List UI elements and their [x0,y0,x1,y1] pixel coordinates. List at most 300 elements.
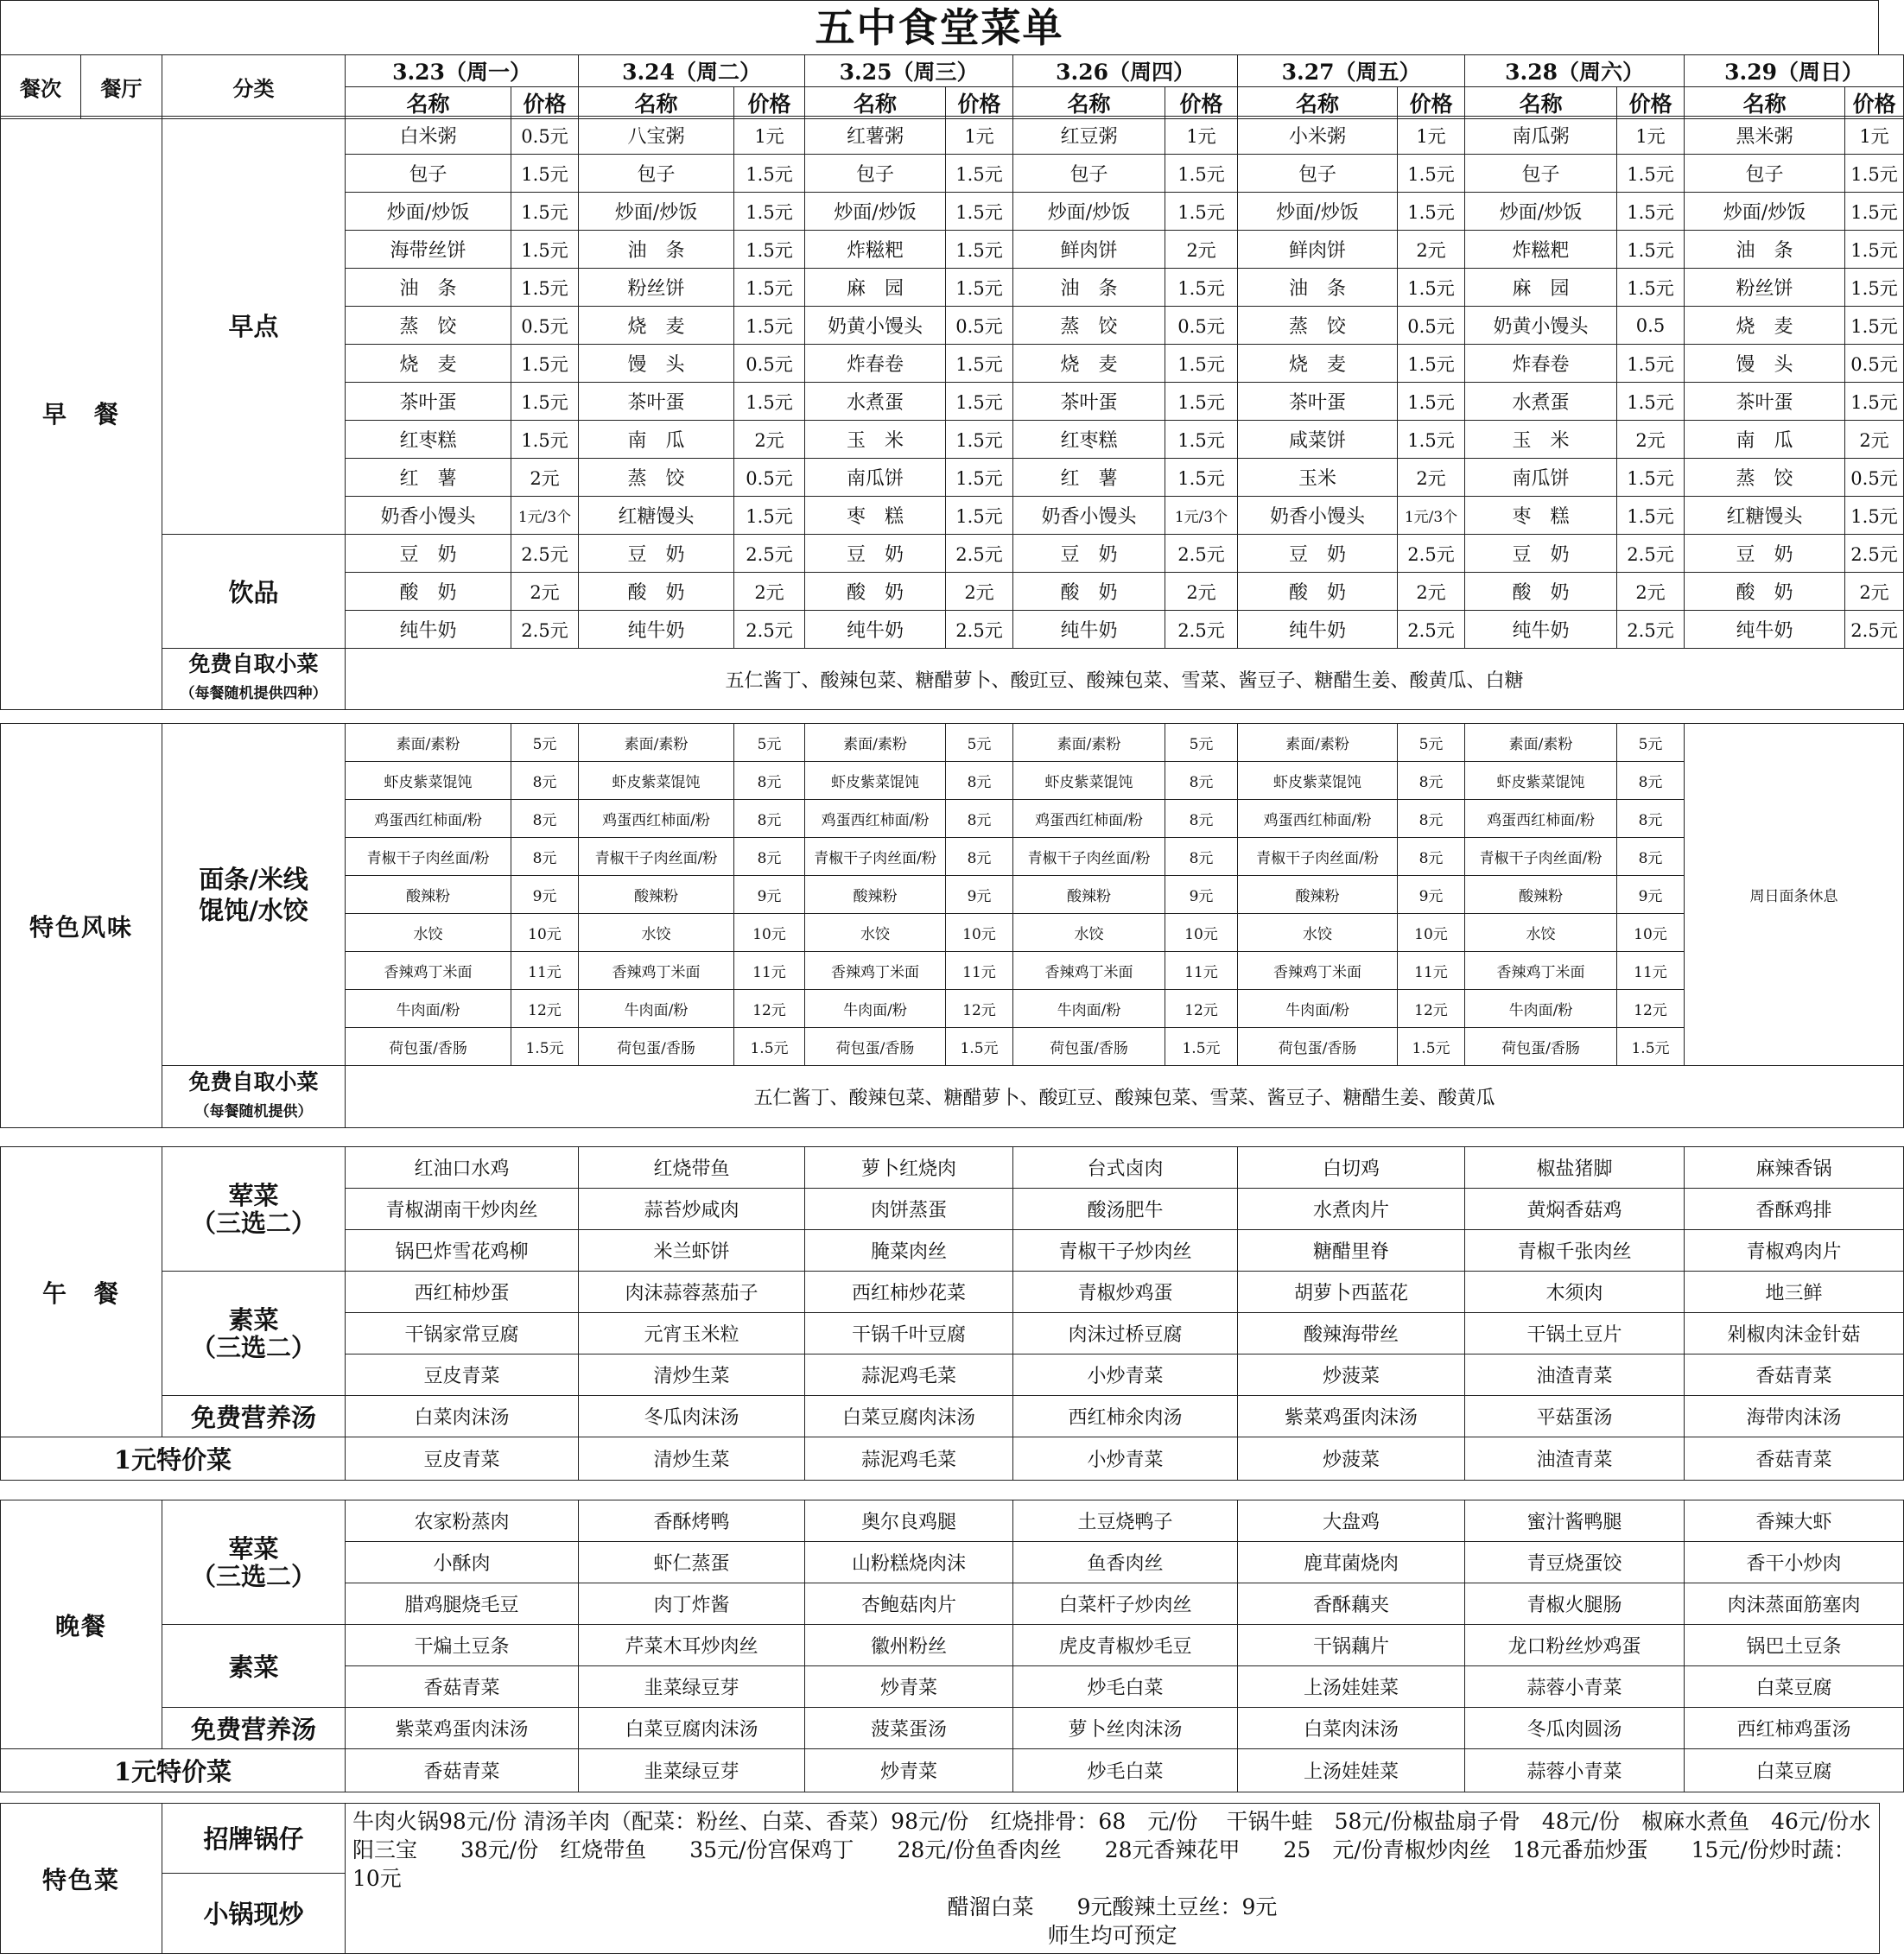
breakfast-item-price: 0.5元 [1845,459,1904,497]
drink-item-price: 2.5元 [1165,611,1238,649]
veg-dish: 干锅土豆片 [1465,1313,1685,1354]
meat-dish: 椒盐猪脚 [1465,1147,1685,1189]
special-dish: 白菜豆腐 [1685,1749,1904,1792]
breakfast-item-price: 0.5 [1617,307,1685,345]
breakfast-item-price: 1.5元 [1165,459,1238,497]
meat-dish: 青椒火腿肠 [1465,1583,1685,1625]
drink-item-price: 2.5元 [734,611,805,649]
breakfast-item-name: 炒面/炒饭 [579,193,734,231]
drink-item-name: 纯牛奶 [1013,611,1165,649]
breakfast-item-name: 南瓜饼 [1465,459,1617,497]
noodle-item-name: 香辣鸡丁米面 [1465,952,1617,990]
meat-dish: 青椒干子炒肉丝 [1013,1230,1238,1272]
breakfast-item-price: 1.5元 [946,231,1013,269]
free-soup: 冬瓜肉圆汤 [1465,1708,1685,1749]
noodle-item-price: 1.5元 [511,1028,579,1066]
breakfast-item-name: 红枣糕 [1013,421,1165,459]
drink-item-price: 2.5元 [1617,611,1685,649]
breakfast-item-name: 奶香小馒头 [346,497,511,535]
breakfast-item-name: 红薯粥 [805,117,946,155]
noodle-item-price: 5元 [511,724,579,762]
veg-dish: 干锅藕片 [1238,1625,1465,1666]
lunch-soup-label: 免费营养汤 [162,1396,346,1437]
noodle-item-price: 12元 [1617,990,1685,1028]
noodle-item-name: 水饺 [1013,914,1165,952]
free-soup: 西红柿鸡蛋汤 [1685,1708,1904,1749]
noodle-item-name: 牛肉面/粉 [1013,990,1165,1028]
veg-dish: 香菇青菜 [1685,1354,1904,1396]
breakfast-item-name: 茶叶蛋 [1685,383,1845,421]
breakfast-item-price: 1.5元 [511,345,579,383]
breakfast-item-price: 1元/3个 [511,497,579,535]
specialty-dish-list: 牛肉火锅98元/份 清汤羊肉（配菜：粉丝、白菜、香菜）98元/份 红烧排骨：68 元/份 干锅牛蛙 58元/份椒盐扇子骨 48元/份 椒麻水煮鱼 46元/份水阳三宝 38元/份 红烧带鱼 35元/份宫保鸡丁 28元/份鱼香肉丝 28元香辣花甲 25 元/份青椒炒肉丝 18元番茄炒蛋 15元/份炒时蔬： 10元 [352,1809,1888,1891]
breakfast-item-price: 1元 [946,117,1013,155]
drink-item-price: 2元 [1617,573,1685,611]
noodle-item-price: 10元 [1398,914,1465,952]
veg-dish: 地三鲜 [1685,1272,1904,1313]
noodle-item-name: 牛肉面/粉 [346,990,511,1028]
noodle-item-name: 香辣鸡丁米面 [1013,952,1165,990]
lunch-meat-label [162,1147,346,1272]
meat-dish: 大盘鸡 [1238,1500,1465,1542]
veg-dish: 韭菜绿豆芽 [579,1666,805,1708]
breakfast-item-price: 1元 [1398,117,1465,155]
day-header: 3.25（周三） [805,55,1013,87]
specialty-pot-label: 招牌锅仔 [162,1804,346,1874]
drink-item-name: 豆 奶 [346,535,511,573]
drink-item-price: 2.5元 [1165,535,1238,573]
noodle-item-name: 水饺 [1238,914,1398,952]
special-dish: 小炒青菜 [1013,1437,1238,1481]
drink-item-name: 酸 奶 [346,573,511,611]
noodle-item-name: 荷包蛋/香肠 [1013,1028,1165,1066]
drink-item-name: 酸 奶 [1465,573,1617,611]
meat-dish: 腌菜肉丝 [805,1230,1013,1272]
noodle-item-price: 8元 [1398,762,1465,800]
breakfast-item-name: 奶香小馒头 [1013,497,1165,535]
noodle-item-price: 8元 [511,838,579,876]
drink-item-name: 豆 奶 [1013,535,1165,573]
breakfast-item-name: 油 条 [1685,231,1845,269]
breakfast-item-price: 1.5元 [946,345,1013,383]
dinner-section [0,1500,1904,1792]
meat-dish: 蒜苔炒咸肉 [579,1189,805,1230]
noodle-item-name: 青椒干子肉丝面/粉 [1238,838,1398,876]
breakfast-item-price: 1元/3个 [1165,497,1238,535]
breakfast-item-name: 咸菜饼 [1238,421,1398,459]
noodle-item-name: 水饺 [579,914,734,952]
noodle-item-name: 素面/素粉 [346,724,511,762]
meat-dish: 肉丁炸酱 [579,1583,805,1625]
breakfast-item-name: 烧 麦 [346,345,511,383]
breakfast-item-price: 1.5元 [1845,193,1904,231]
breakfast-item-name: 麻 园 [805,269,946,307]
breakfast-item-price: 1.5元 [511,269,579,307]
special-dish: 豆皮青菜 [346,1437,579,1481]
noodle-item-name: 酸辣粉 [1238,876,1398,914]
noodle-item-name: 素面/素粉 [1238,724,1398,762]
day-header: 3.27（周五） [1238,55,1465,87]
noodle-item-price: 12元 [1398,990,1465,1028]
noodle-item-price: 1.5元 [1165,1028,1238,1066]
drink-item-name: 豆 奶 [579,535,734,573]
breakfast-item-price: 1.5元 [1165,269,1238,307]
breakfast-item-price: 1.5元 [734,269,805,307]
breakfast-item-price: 0.5元 [734,345,805,383]
breakfast-item-name: 烧 麦 [579,307,734,345]
veg-dish: 西红柿炒花菜 [805,1272,1013,1313]
meat-dish: 米兰虾饼 [579,1230,805,1272]
breakfast-item-name: 奶香小馒头 [1238,497,1398,535]
noodles-section [0,723,1904,1128]
breakfast-item-price: 1.5元 [1165,345,1238,383]
noodle-item-name: 酸辣粉 [805,876,946,914]
drink-item-name: 豆 奶 [1465,535,1617,573]
breakfast-item-price: 2元 [1398,459,1465,497]
drink-item-price: 2.5元 [1845,611,1904,649]
lunch-special-label: 1元特价菜 [1,1437,346,1481]
breakfast-item-name: 包子 [1685,155,1845,193]
noodle-item-name: 牛肉面/粉 [1238,990,1398,1028]
noodles-meal-label: 特色风味 [1,724,162,1128]
noodle-item-name: 青椒干子肉丝面/粉 [1013,838,1165,876]
breakfast-item-name: 南瓜粥 [1465,117,1617,155]
breakfast-item-price: 0.5元 [734,459,805,497]
meat-label-text: 荤菜 [228,1180,279,1210]
noodle-item-price: 11元 [1165,952,1238,990]
noodle-item-price: 10元 [1617,914,1685,952]
breakfast-item-name: 茶叶蛋 [579,383,734,421]
breakfast-item-price: 1.5元 [1398,193,1465,231]
noodle-item-price: 1.5元 [1617,1028,1685,1066]
meat-dish: 酸汤肥牛 [1013,1189,1238,1230]
day-header: 3.24（周二） [579,55,805,87]
meat-dish: 山粉糕烧肉沫 [805,1542,1013,1583]
veg-dish: 虎皮青椒炒毛豆 [1013,1625,1238,1666]
noodle-item-price: 8元 [734,762,805,800]
sunday-noodle-rest-note: 周日面条休息 [1685,724,1904,1066]
noodle-item-name: 香辣鸡丁米面 [805,952,946,990]
noodle-item-price: 8元 [1165,762,1238,800]
noodle-item-price: 8元 [1398,800,1465,838]
drink-item-name: 酸 奶 [805,573,946,611]
meat-dish: 腊鸡腿烧毛豆 [346,1583,579,1625]
veg-dish: 干锅千叶豆腐 [805,1313,1013,1354]
noodle-item-price: 9元 [946,876,1013,914]
noodle-item-name: 牛肉面/粉 [805,990,946,1028]
free-soup: 白菜肉沫汤 [346,1396,579,1437]
meat-dish: 黄焖香菇鸡 [1465,1189,1685,1230]
noodle-item-name: 素面/素粉 [1465,724,1617,762]
breakfast-item-price: 1.5元 [946,155,1013,193]
breakfast-item-name: 油 条 [1238,269,1398,307]
breakfast-item-price: 2元 [1617,421,1685,459]
breakfast-item-name: 粉丝饼 [1685,269,1845,307]
breakfast-item-price: 1.5元 [1398,421,1465,459]
breakfast-item-price: 2元 [1398,231,1465,269]
drink-item-price: 2元 [1398,573,1465,611]
breakfast-item-name: 油 条 [1013,269,1165,307]
free-soup: 冬瓜肉沫汤 [579,1396,805,1437]
breakfast-item-name: 南 瓜 [579,421,734,459]
veg-dish: 清炒生菜 [579,1354,805,1396]
noodle-item-price: 8元 [946,762,1013,800]
menu-header [0,54,1904,119]
veg-dish: 干煸土豆条 [346,1625,579,1666]
breakfast-item-price: 1.5元 [946,421,1013,459]
breakfast-item-name: 烧 麦 [1238,345,1398,383]
breakfast-item-name: 奶黄小馒头 [1465,307,1617,345]
noodle-item-name: 鸡蛋西红柿面/粉 [579,800,734,838]
veg-dish: 豆皮青菜 [346,1354,579,1396]
veg-dish: 青椒炒鸡蛋 [1013,1272,1238,1313]
breakfast-item-name: 粉丝饼 [579,269,734,307]
noodle-item-name: 酸辣粉 [1013,876,1165,914]
breakfast-item-price: 1.5元 [1165,421,1238,459]
meat-dish: 锅巴炸雪花鸡柳 [346,1230,579,1272]
breakfast-item-name: 茶叶蛋 [1238,383,1398,421]
breakfast-item-name: 馒 头 [579,345,734,383]
breakfast-item-name: 蒸 饺 [1013,307,1165,345]
veg-dish: 西红柿炒蛋 [346,1272,579,1313]
breakfast-item-name: 炒面/炒饭 [1465,193,1617,231]
breakfast-item-price: 1.5元 [1845,231,1904,269]
breakfast-item-name: 烧 麦 [1685,307,1845,345]
breakfast-item-name: 鲜肉饼 [1238,231,1398,269]
price-column-header: 价格 [1617,87,1685,119]
name-column-header: 名称 [1013,87,1165,119]
noodle-item-price: 8元 [734,800,805,838]
free-sides-title: 免费自取小菜 [188,1069,319,1094]
noodle-item-price: 12元 [1165,990,1238,1028]
breakfast-item-name: 南 瓜 [1685,421,1845,459]
noodle-item-name: 青椒干子肉丝面/粉 [346,838,511,876]
veg-dish: 小炒青菜 [1013,1354,1238,1396]
meat-dish: 香辣大虾 [1685,1500,1904,1542]
noodles-category-label [162,724,346,1066]
breakfast-item-name: 包子 [346,155,511,193]
noodle-item-price: 1.5元 [946,1028,1013,1066]
free-soup: 菠菜蛋汤 [805,1708,1013,1749]
breakfast-item-name: 炸春卷 [1465,345,1617,383]
veg-dish: 胡萝卜西蓝花 [1238,1272,1465,1313]
meat-dish: 香酥藕夹 [1238,1583,1465,1625]
breakfast-item-price: 1.5元 [1398,155,1465,193]
day-header: 3.29（周日） [1685,55,1904,87]
noodle-item-name: 青椒干子肉丝面/粉 [1465,838,1617,876]
noodle-item-price: 9元 [1165,876,1238,914]
noodle-item-name: 荷包蛋/香肠 [1465,1028,1617,1066]
meat-dish: 台式卤肉 [1013,1147,1238,1189]
special-dish: 清炒生菜 [579,1437,805,1481]
noodle-item-name: 虾皮紫菜馄饨 [346,762,511,800]
drink-item-name: 豆 奶 [805,535,946,573]
breakfast-item-price: 1.5元 [1845,307,1904,345]
noodle-item-name: 香辣鸡丁米面 [579,952,734,990]
specialty-reserve-note: 师生均可预定 [1047,1923,1177,1948]
meat-dish: 红油口水鸡 [346,1147,579,1189]
dinner-veg-label: 素菜 [162,1625,346,1708]
meat-dish: 红烧带鱼 [579,1147,805,1189]
breakfast-item-price: 1.5元 [1845,269,1904,307]
veg-label-text: 素菜 [228,1304,279,1335]
noodle-item-price: 8元 [946,800,1013,838]
breakfast-item-price: 1.5元 [1617,269,1685,307]
free-soup: 白菜豆腐肉沫汤 [805,1396,1013,1437]
breakfast-item-price: 0.5元 [1165,307,1238,345]
breakfast-item-name: 枣 糕 [805,497,946,535]
breakfast-item-name: 油 条 [579,231,734,269]
breakfast-snacks-label: 早点 [162,117,346,535]
meat-choice-note: （三选二） [190,1208,316,1238]
breakfast-item-price: 1.5元 [1617,155,1685,193]
veg-dish: 炒毛白菜 [1013,1666,1238,1708]
noodle-item-name: 酸辣粉 [579,876,734,914]
breakfast-section [0,116,1904,710]
breakfast-item-price: 1.5元 [1845,155,1904,193]
noodle-item-name: 水饺 [1465,914,1617,952]
veg-dish: 香菇青菜 [346,1666,579,1708]
veg-dish: 肉沫蒜蓉蒸茄子 [579,1272,805,1313]
breakfast-item-price: 0.5元 [511,117,579,155]
breakfast-item-name: 水煮蛋 [805,383,946,421]
noodle-item-name: 虾皮紫菜馄饨 [579,762,734,800]
breakfast-item-price: 1.5元 [734,307,805,345]
drink-item-name: 豆 奶 [1685,535,1845,573]
noodle-item-price: 8元 [734,838,805,876]
drink-item-price: 2.5元 [511,535,579,573]
drink-item-price: 2.5元 [511,611,579,649]
day-header: 3.23（周一） [346,55,579,87]
specialty-wok-label: 小锅现炒 [162,1873,346,1953]
name-column-header: 名称 [1238,87,1398,119]
breakfast-item-price: 1.5元 [734,383,805,421]
breakfast-item-name: 包子 [1238,155,1398,193]
special-dish: 炒青菜 [805,1749,1013,1792]
noodles-free-sides-label [162,1066,346,1128]
drink-item-price: 2.5元 [946,611,1013,649]
noodle-item-name: 鸡蛋西红柿面/粉 [1013,800,1165,838]
header-category: 分类 [162,55,346,119]
breakfast-item-name: 麻 园 [1465,269,1617,307]
breakfast-item-name: 红豆粥 [1013,117,1165,155]
veg-dish: 蒜蓉小青菜 [1465,1666,1685,1708]
meat-dish: 白菜杆子炒肉丝 [1013,1583,1238,1625]
free-soup: 紫菜鸡蛋肉沫汤 [1238,1396,1465,1437]
drink-item-price: 2元 [946,573,1013,611]
price-column-header: 价格 [734,87,805,119]
name-column-header: 名称 [346,87,511,119]
veg-dish: 徽州粉丝 [805,1625,1013,1666]
breakfast-item-price: 1.5元 [511,421,579,459]
drink-item-price: 2.5元 [946,535,1013,573]
meat-dish: 肉饼蒸蛋 [805,1189,1013,1230]
free-soup: 紫菜鸡蛋肉沫汤 [346,1708,579,1749]
breakfast-item-price: 1.5元 [1398,269,1465,307]
noodle-item-price: 12元 [734,990,805,1028]
breakfast-item-name: 炒面/炒饭 [1013,193,1165,231]
breakfast-item-price: 1.5元 [946,193,1013,231]
free-sides-title: 免费自取小菜 [188,651,319,676]
breakfast-item-price: 1.5元 [734,231,805,269]
noodle-item-name: 香辣鸡丁米面 [1238,952,1398,990]
breakfast-item-name: 蒸 饺 [1238,307,1398,345]
breakfast-item-name: 包子 [1013,155,1165,193]
breakfast-item-price: 1元/3个 [1398,497,1465,535]
veg-dish: 元宵玉米粒 [579,1313,805,1354]
breakfast-item-name: 鲜肉饼 [1013,231,1165,269]
veg-dish: 龙口粉丝炒鸡蛋 [1465,1625,1685,1666]
breakfast-item-name: 红枣糕 [346,421,511,459]
meat-dish: 糖醋里脊 [1238,1230,1465,1272]
day-header: 3.28（周六） [1465,55,1685,87]
noodle-item-name: 荷包蛋/香肠 [805,1028,946,1066]
breakfast-item-name: 奶黄小馒头 [805,307,946,345]
page-title: 五中食堂菜单 [0,0,1879,55]
drink-item-name: 纯牛奶 [805,611,946,649]
breakfast-drinks-label: 饮品 [162,535,346,649]
breakfast-item-name: 茶叶蛋 [1013,383,1165,421]
drink-item-price: 2.5元 [1845,535,1904,573]
noodle-item-price: 10元 [511,914,579,952]
breakfast-meal-label: 早 餐 [1,117,162,710]
price-column-header: 价格 [1165,87,1238,119]
breakfast-item-price: 1.5元 [1845,497,1904,535]
meat-dish: 杏鲍菇肉片 [805,1583,1013,1625]
breakfast-item-name: 油 条 [346,269,511,307]
dinner-special-label: 1元特价菜 [1,1749,346,1792]
veg-dish: 炒青菜 [805,1666,1013,1708]
drink-item-price: 2元 [511,573,579,611]
veg-dish: 锅巴土豆条 [1685,1625,1904,1666]
drink-item-name: 纯牛奶 [1238,611,1398,649]
breakfast-item-price: 1.5元 [1398,383,1465,421]
name-column-header: 名称 [1465,87,1617,119]
breakfast-item-price: 1.5元 [1617,193,1685,231]
noodle-item-name: 虾皮紫菜馄饨 [1013,762,1165,800]
noodle-item-name: 虾皮紫菜馄饨 [1465,762,1617,800]
free-soup: 白菜豆腐肉沫汤 [579,1708,805,1749]
free-soup: 平菇蛋汤 [1465,1396,1685,1437]
noodle-item-price: 8元 [1165,838,1238,876]
breakfast-item-price: 1.5元 [734,193,805,231]
veg-dish: 芹菜木耳炒肉丝 [579,1625,805,1666]
price-column-header: 价格 [511,87,579,119]
breakfast-item-name: 水煮蛋 [1465,383,1617,421]
free-soup: 白菜肉沫汤 [1238,1708,1465,1749]
drink-item-price: 2元 [1165,573,1238,611]
noodle-item-price: 10元 [1165,914,1238,952]
breakfast-item-name: 包子 [579,155,734,193]
veg-dish: 蒜泥鸡毛菜 [805,1354,1013,1396]
drink-item-price: 2元 [1845,573,1904,611]
drink-item-name: 纯牛奶 [1465,611,1617,649]
noodle-item-price: 9元 [1398,876,1465,914]
free-soup: 西红柿氽肉汤 [1013,1396,1238,1437]
meat-dish: 青椒湖南干炒肉丝 [346,1189,579,1230]
breakfast-item-price: 1.5元 [511,155,579,193]
noodle-item-name: 牛肉面/粉 [1465,990,1617,1028]
meat-dish: 虾仁蒸蛋 [579,1542,805,1583]
special-dish: 香菇青菜 [346,1749,579,1792]
dinner-meat-label [162,1500,346,1625]
breakfast-item-name: 包子 [805,155,946,193]
dinner-soup-label: 免费营养汤 [162,1708,346,1749]
name-column-header: 名称 [1685,87,1845,119]
veg-dish: 剁椒肉沫金针菇 [1685,1313,1904,1354]
noodle-item-price: 5元 [946,724,1013,762]
breakfast-item-name: 蒸 饺 [346,307,511,345]
